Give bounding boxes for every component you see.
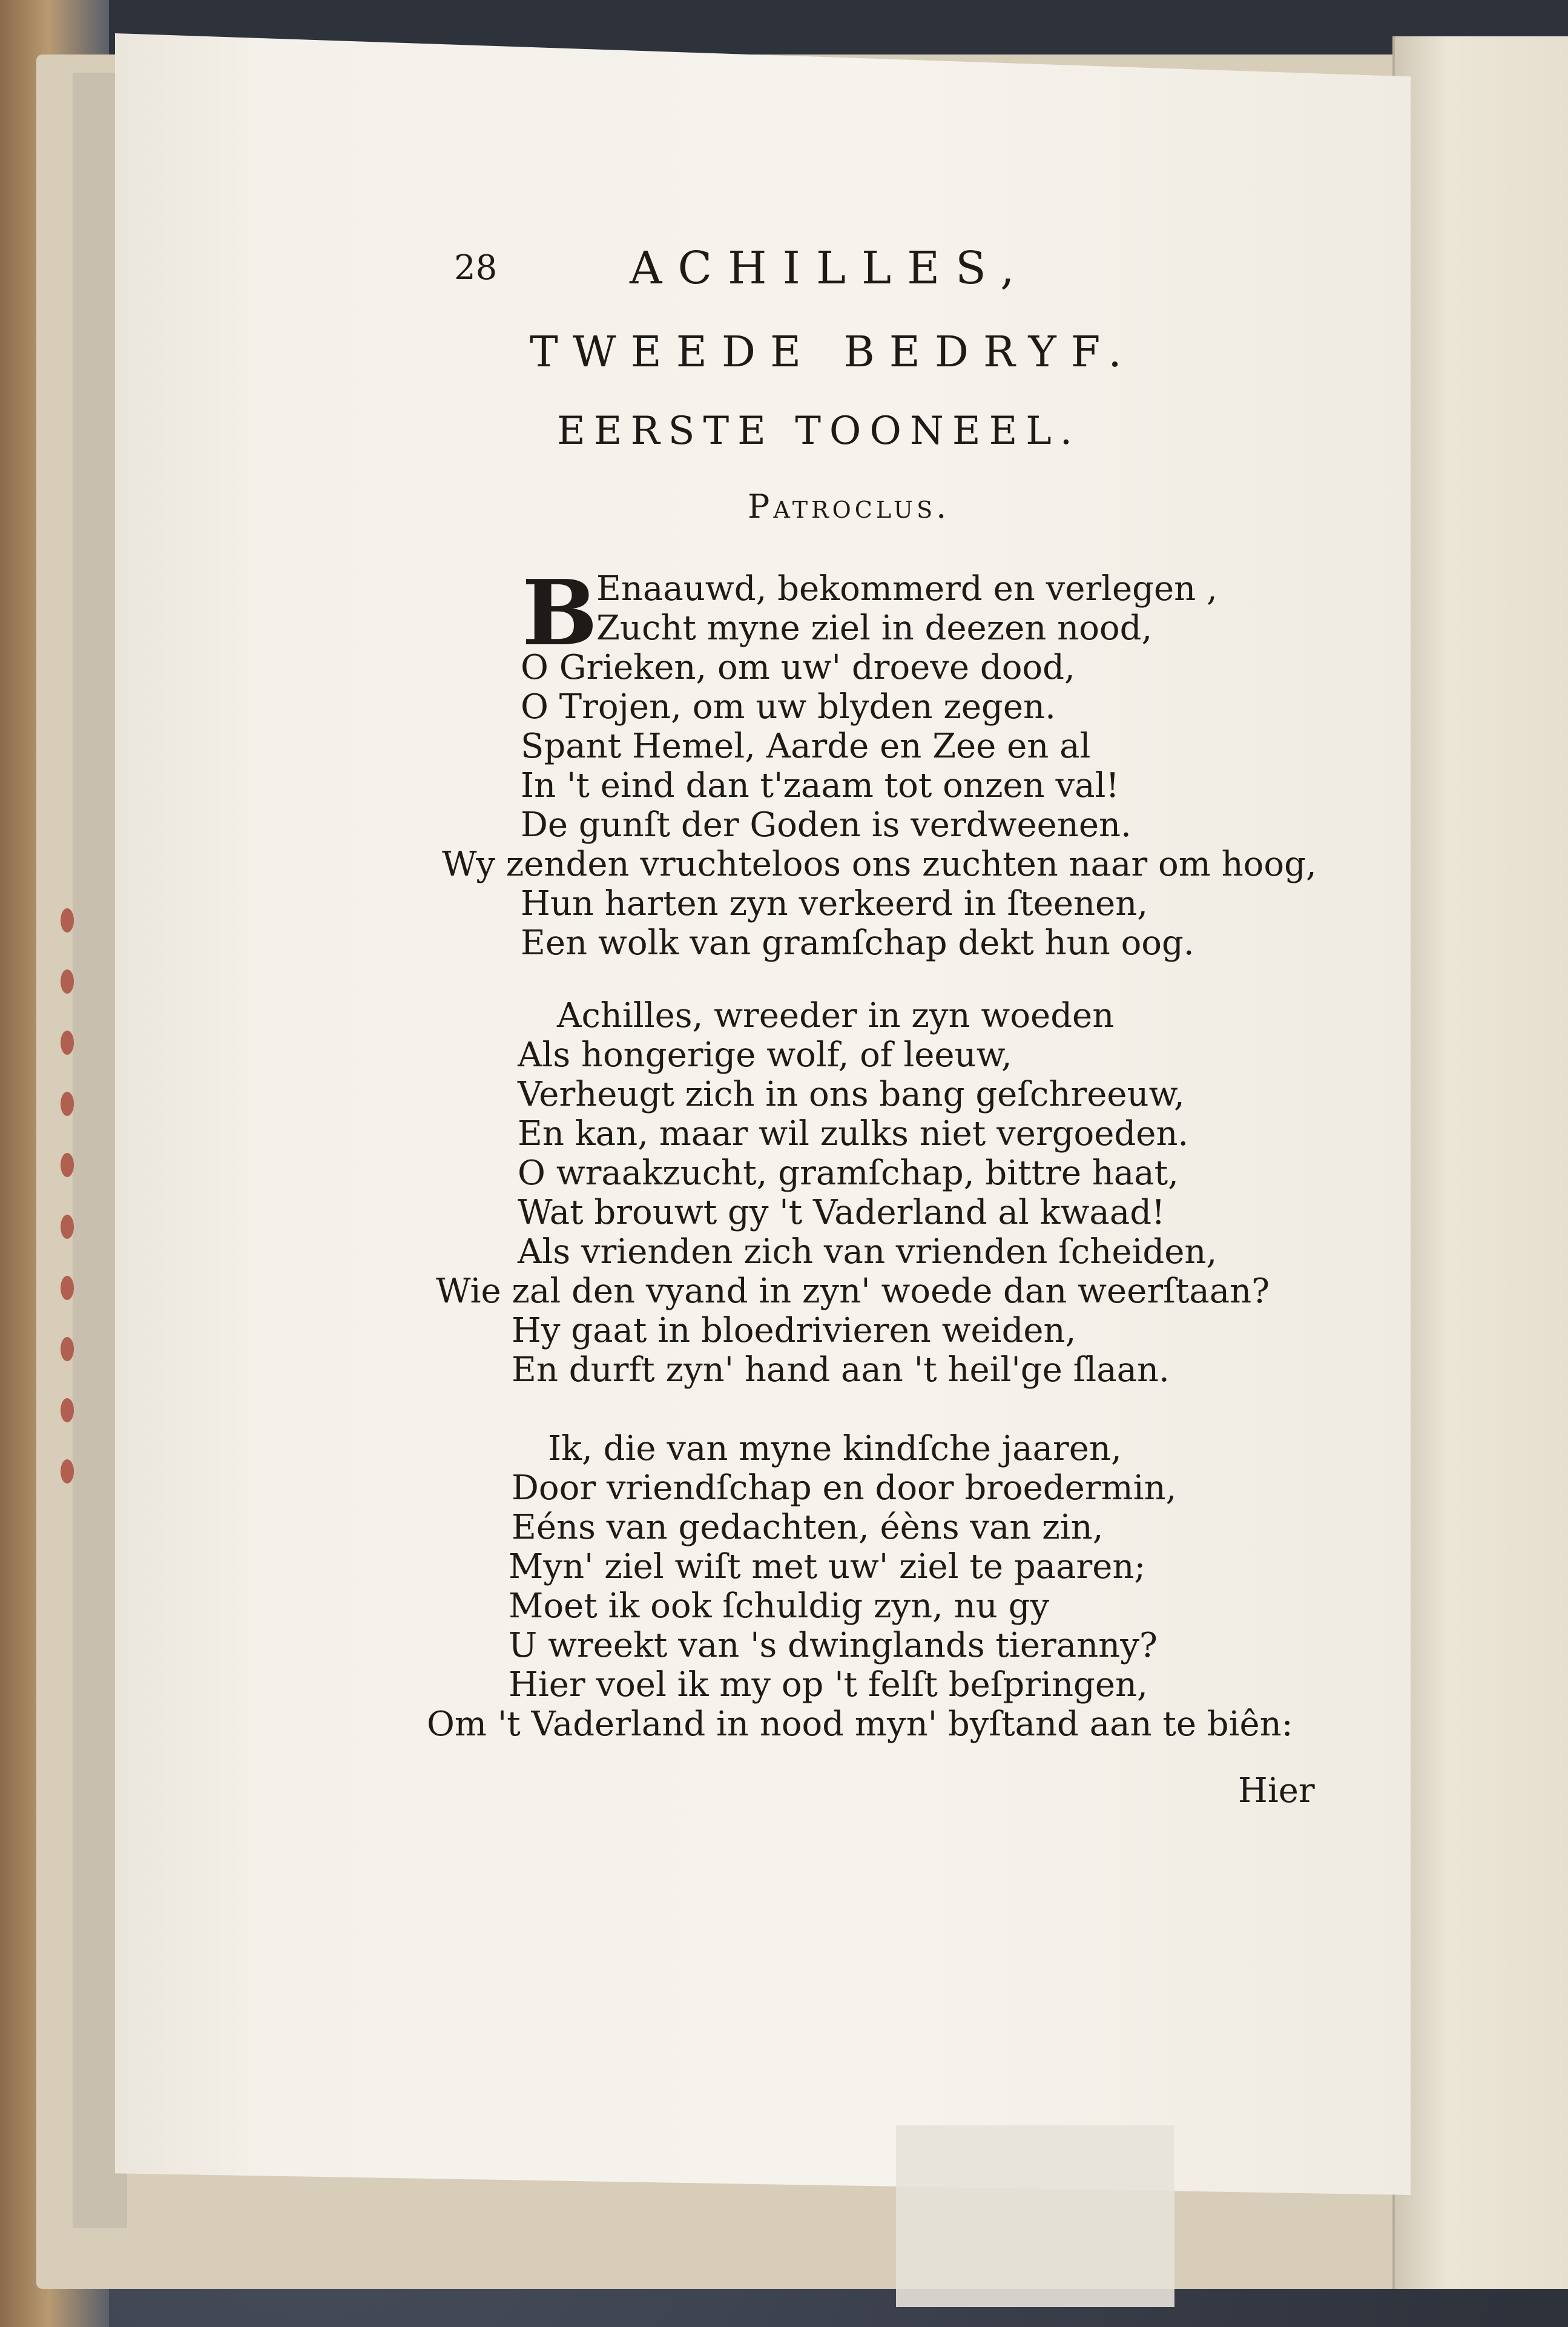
page-number: 28 — [454, 248, 498, 288]
poem-line: Hy gaat in bloedrivieren weiden, — [512, 1311, 1076, 1350]
poem-line: O Grieken, om uw' droeve dood, — [521, 648, 1075, 687]
poem-line: Enaauwd, bekommerd en verlegen , — [596, 569, 1217, 609]
poem-line: Als hongerige wolf, of leeuw, — [518, 1035, 1012, 1075]
poem-line: Wie zal den vyand in zyn' woede dan weerſtaan? — [436, 1272, 1270, 1311]
poem-line: Ik, die van myne kindſche jaaren, — [548, 1429, 1122, 1468]
poem-line: Hier voel ik my op 't felſt beſpringen, — [509, 1665, 1148, 1705]
poem-line: En kan, maar wil zulks niet vergoeden. — [518, 1114, 1189, 1154]
poem-line: Zucht myne ziel in deezen nood, — [596, 609, 1153, 648]
poem-line: U wreekt van 's dwinglands tieranny? — [509, 1626, 1158, 1665]
poem-line: Achilles, wreeder in zyn woeden — [557, 996, 1115, 1035]
act-title: TWEEDE BEDRYF. — [530, 327, 1136, 377]
poem-line: Een wolk van gramſchap dekt hun oog. — [521, 923, 1194, 963]
speaker-name: Patroclus. — [748, 487, 950, 526]
poem-line: In 't eind dan t'zaam tot onzen val! — [521, 766, 1119, 805]
poem-line: Wat brouwt gy 't Vaderland al kwaad! — [518, 1193, 1165, 1232]
poem-line: Spant Hemel, Aarde en Zee en al — [521, 727, 1091, 766]
drop-cap: B — [522, 560, 598, 665]
poem-line: O Trojen, om uw blyden zegen. — [521, 687, 1056, 727]
poem-line: Moet ik ook ſchuldig zyn, nu gy — [509, 1586, 1050, 1626]
running-title: ACHILLES, — [630, 242, 1030, 294]
scene-title: EERSTE TOONEEL. — [557, 409, 1081, 454]
poem-line: Om 't Vaderland in nood myn' byſtand aan te biên: — [427, 1705, 1293, 1744]
poem-line: En durft zyn' hand aan 't heil'ge ſlaan. — [512, 1350, 1170, 1390]
poem-line: Door vriendſchap en door broedermin, — [512, 1468, 1177, 1508]
poem-line: Als vrienden zich van vrienden ſcheiden, — [518, 1232, 1217, 1272]
poem-line: Hun harten zyn verkeerd in ſteenen, — [521, 884, 1148, 923]
poem-line: Wy zenden vruchteloos ons zuchten naar om hoog, — [442, 845, 1317, 884]
poem-line: De gunſt der Goden is verdweenen. — [521, 805, 1132, 845]
poem-line: Myn' ziel wiſt met uw' ziel te paaren; — [509, 1547, 1146, 1586]
catchword: Hier — [1238, 1771, 1315, 1810]
poem-line: O wraakzucht, gramſchap, bittre haat, — [518, 1154, 1179, 1193]
poem-line: Eéns van gedachten, éèns van zin, — [512, 1508, 1104, 1547]
poem-line: Verheugt zich in ons bang geſchreeuw, — [518, 1075, 1185, 1114]
